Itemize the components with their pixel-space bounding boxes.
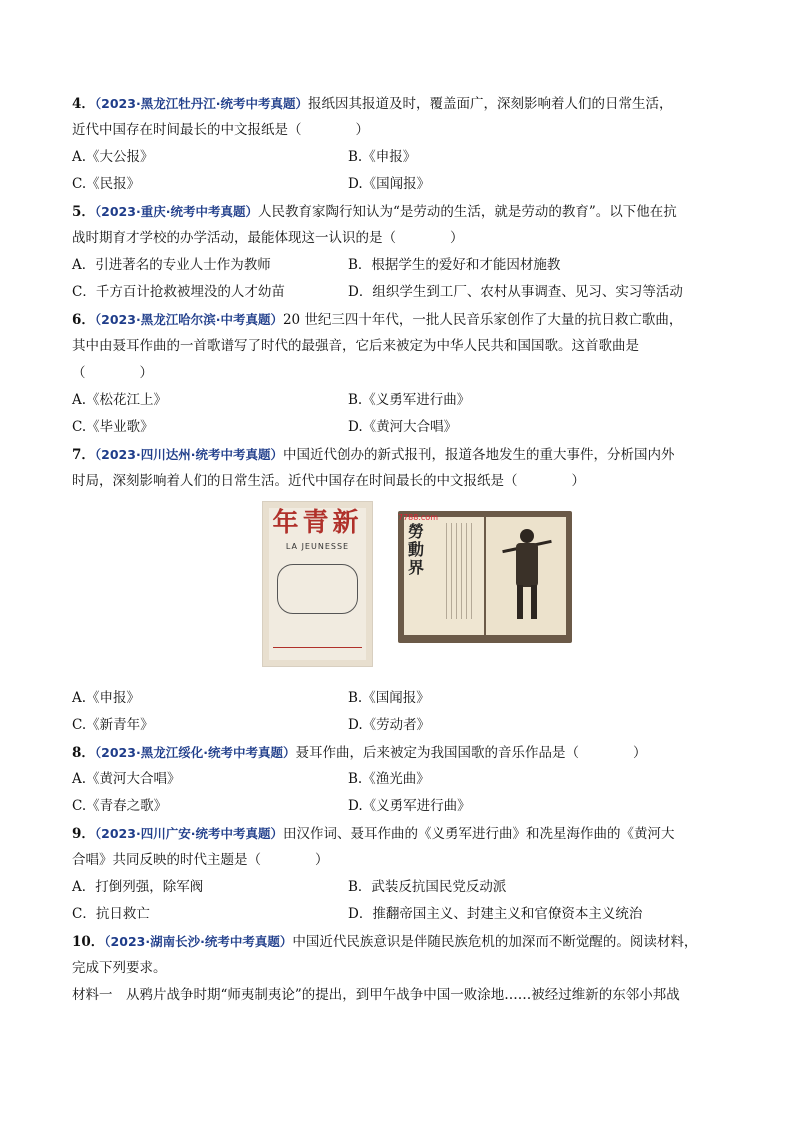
option-b[interactable]: B.《渔光曲》: [348, 771, 430, 787]
material-text: 材料一 从鸦片战争时期“师夷制夷论”的提出，到甲午战争中国一败涂地……被经过维新的东邻小邦战: [72, 987, 680, 1003]
question-text: 报纸因其报道及时，覆盖面广，深刻影响着人们的日常生活，: [307, 96, 673, 112]
figure-body: [516, 543, 538, 587]
option-b[interactable]: B.《国闻报》: [348, 690, 430, 706]
figure-leg: [531, 585, 537, 619]
option-b[interactable]: B．根据学生的爱好和才能因材施教: [348, 257, 561, 273]
option-a[interactable]: A.《大公报》: [72, 149, 154, 165]
magazine-title: 勞動界: [408, 522, 425, 577]
question-text: 时局，深刻影响着人们的日常生活。近代中国存在时间最长的中文报纸是（ ）: [72, 473, 585, 489]
question-10-stem: [72, 928, 732, 955]
option-d[interactable]: D.《义勇军进行曲》: [348, 798, 471, 814]
question-text: 人民教育家陶行知认为“是劳动的生活，就是劳动的教育”。以下他在抗: [257, 204, 677, 220]
question-list: [72, 90, 732, 1009]
option-d[interactable]: D.《黄河大合唱》: [348, 419, 458, 435]
option-a[interactable]: A.《申报》: [72, 690, 141, 706]
question-text: 战时期育才学校的办学活动，最能体现这一认识的是（ ）: [72, 230, 464, 246]
question-7-stem: [72, 441, 732, 468]
option-d[interactable]: D．组织学生到工厂、农村从事调查、见习、实习等活动: [348, 284, 683, 300]
question-number: 4．: [72, 96, 95, 112]
question-number: 6．: [72, 312, 95, 328]
option-a[interactable]: A.《松花江上》: [72, 392, 168, 408]
new-youth-magazine-cover-image: [262, 501, 373, 667]
option-c[interactable]: C.《毕业歌》: [72, 419, 154, 435]
options-row: [72, 252, 732, 279]
question-text: 20 世纪三四十年代，一批人民音乐家创作了大量的抗日救亡歌曲，: [282, 312, 683, 328]
question-source: （2023·黑龙江哈尔滨·中考真题）: [94, 312, 283, 327]
option-d[interactable]: D.《劳动者》: [348, 717, 431, 733]
options-row: [72, 793, 732, 820]
option-a[interactable]: A.《黄河大合唱》: [72, 771, 181, 787]
question-number: 10．: [72, 934, 105, 950]
cover-frame: [277, 564, 358, 614]
option-d[interactable]: D.《国闻报》: [348, 176, 431, 192]
cover-footer: [273, 647, 362, 660]
option-b[interactable]: B.《申报》: [348, 149, 417, 165]
options-row: [72, 279, 732, 306]
question-number: 9．: [72, 826, 95, 842]
option-c[interactable]: C．千方百计抢救被埋没的人才幼苗: [72, 284, 285, 300]
question-number: 5．: [72, 204, 95, 220]
option-a[interactable]: A．打倒列强，除军阀: [72, 879, 204, 895]
options-row: [72, 766, 732, 793]
option-b[interactable]: B．武装反抗国民党反动派: [348, 879, 507, 895]
options-row: [72, 874, 732, 901]
question-9-stem: [72, 820, 732, 847]
question-source: （2023·四川广安·统考中考真题）: [94, 826, 283, 841]
question-5-stem: [72, 198, 732, 225]
question-number: 7．: [72, 447, 95, 463]
options-row: [72, 171, 732, 198]
question-source: （2023·湖南长沙·统考中考真题）: [104, 934, 293, 949]
question-text: 近代中国存在时间最长的中文报纸是（ ）: [72, 122, 369, 138]
magazine-subtitle: LA JEUNESSE: [285, 542, 350, 551]
options-row: [72, 712, 732, 739]
question-text: 完成下列要求。: [72, 960, 167, 976]
answer-blank: （ ）: [72, 365, 153, 381]
figure-leg: [517, 585, 523, 619]
question-text: 中国近代创办的新式报刊，报道各地发生的重大事件，分析国内外: [282, 447, 675, 463]
question-source: （2023·四川达州·统考中考真题）: [94, 447, 283, 462]
labor-world-magazine-image: [398, 511, 572, 643]
question-source: （2023·黑龙江牡丹江·统考中考真题）: [94, 96, 308, 111]
question-source: （2023·重庆·统考中考真题）: [94, 204, 258, 219]
question-text: 中国近代民族意识是伴随民族危机的加深而不断觉醒的。阅读材料，: [292, 934, 698, 950]
option-b[interactable]: B.《义勇军进行曲》: [348, 392, 471, 408]
image-watermark: 7788.com: [398, 513, 438, 522]
question-images: [72, 495, 732, 685]
question-text: 合唱》共同反映的时代主题是（ ）: [72, 852, 329, 868]
options-row: [72, 685, 732, 712]
question-text: 其中由聂耳作曲的一首歌谱写了时代的最强音，它后来被定为中华人民共和国国歌。这首歌曲是: [72, 338, 639, 354]
question-source: （2023·黑龙江绥化·统考中考真题）: [94, 745, 296, 760]
question-8-stem: [72, 739, 732, 766]
page-text-lines: [446, 523, 476, 619]
options-row: [72, 144, 732, 171]
question-6-stem: [72, 306, 732, 333]
option-a[interactable]: A．引进著名的专业人士作为教师: [72, 257, 271, 273]
figure-head: [520, 529, 534, 543]
question-text: 田汉作词、聂耳作曲的《义勇军进行曲》和冼星海作曲的《黄河大: [282, 826, 675, 842]
option-d[interactable]: D．推翻帝国主义、封建主义和官僚资本主义统治: [348, 906, 643, 922]
question-text: 聂耳作曲，后来被定为我国国歌的音乐作品是（ ）: [295, 745, 647, 761]
magazine-masthead: 年青新: [272, 508, 363, 538]
options-row: [72, 901, 732, 928]
option-c[interactable]: C.《新青年》: [72, 717, 154, 733]
option-c[interactable]: C．抗日救亡: [72, 906, 150, 922]
question-4-stem: [72, 90, 732, 117]
option-c[interactable]: C.《民报》: [72, 176, 141, 192]
option-c[interactable]: C.《青春之歌》: [72, 798, 168, 814]
options-row: [72, 387, 732, 414]
options-row: [72, 414, 732, 441]
worker-illustration: [502, 525, 552, 621]
question-number: 8．: [72, 745, 95, 761]
